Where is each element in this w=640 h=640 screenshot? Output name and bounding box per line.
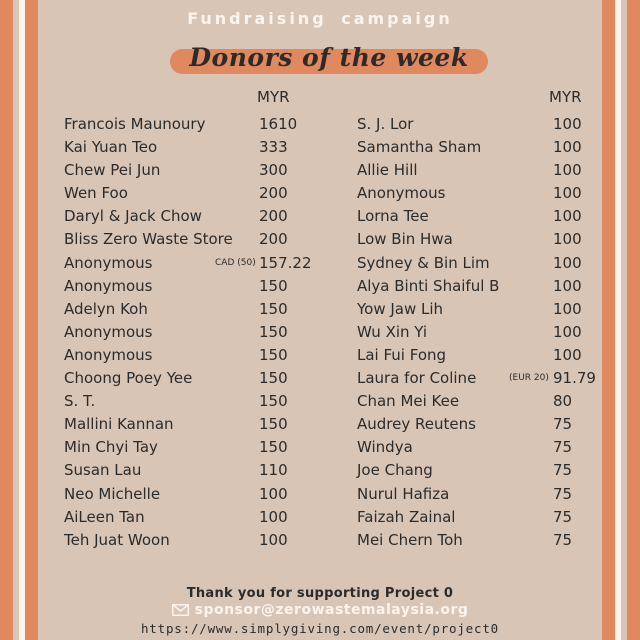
donation-amount: 157.22 bbox=[259, 253, 312, 272]
donor-name: Nurul Hafiza bbox=[357, 484, 450, 503]
donor-name: Choong Poey Yee bbox=[64, 369, 193, 388]
donor-name: Kai Yuan Teo bbox=[64, 138, 158, 157]
donor-name: Wu Xin Yi bbox=[357, 322, 428, 341]
donor-name: Laura for Coline bbox=[357, 369, 477, 388]
mail-icon bbox=[172, 604, 189, 620]
donation-amount: 100 bbox=[553, 115, 582, 133]
right-border-stripe bbox=[627, 0, 640, 640]
donation-amount: 100 bbox=[553, 161, 582, 180]
currency-note: (EUR 20) bbox=[509, 373, 549, 384]
donation-amount: 150 bbox=[259, 438, 288, 457]
donor-name: Windya bbox=[357, 438, 413, 457]
right-border-stripe-inner bbox=[602, 0, 615, 640]
donor-name: Low Bin Hwa bbox=[357, 230, 453, 249]
donor-name: Anonymous bbox=[64, 276, 153, 295]
donation-amount: 200 bbox=[259, 230, 288, 249]
donor-name: Samantha Sham bbox=[357, 138, 482, 157]
donation-amount: 300 bbox=[259, 161, 288, 180]
donor-name: Teh Juat Woon bbox=[64, 530, 170, 549]
donor-name: Anonymous bbox=[64, 322, 153, 341]
donation-amount: 200 bbox=[259, 184, 288, 203]
donor-name: Francois Maunoury bbox=[64, 115, 206, 133]
donor-name: Daryl & Jack Chow bbox=[64, 207, 202, 226]
donor-name: S. J. Lor bbox=[357, 115, 414, 133]
donation-amount: 150 bbox=[259, 322, 288, 341]
donation-amount: 100 bbox=[553, 253, 582, 272]
donor-name: Faizah Zainal bbox=[357, 507, 456, 526]
donor-name: Joe Chang bbox=[357, 461, 433, 480]
donor-name: Anonymous bbox=[64, 253, 153, 272]
donation-amount: 100 bbox=[553, 207, 582, 226]
email-line[interactable] bbox=[0, 602, 640, 620]
donation-amount: 333 bbox=[259, 138, 288, 157]
donor-name: Mallini Kannan bbox=[64, 415, 174, 434]
donor-name: Bliss Zero Waste Store bbox=[64, 230, 233, 249]
donation-amount: 100 bbox=[259, 507, 288, 526]
donation-amount: 150 bbox=[259, 369, 288, 388]
donor-name: Audrey Reutens bbox=[357, 415, 476, 434]
donation-amount: 75 bbox=[553, 484, 573, 503]
donor-name: Chan Mei Kee bbox=[357, 392, 460, 411]
sponsor-email-link[interactable]: sponsor@zerowastemalaysia.org bbox=[194, 602, 469, 618]
left-border-stripe-inner bbox=[25, 0, 38, 640]
donation-amount: 75 bbox=[553, 530, 573, 549]
donation-amount: 75 bbox=[553, 415, 573, 434]
donation-amount: 100 bbox=[553, 230, 582, 249]
donation-amount: 80 bbox=[553, 392, 573, 411]
donor-name: Alya Binti Shaiful B bbox=[357, 276, 500, 295]
thank-you-message: Thank you for supporting Project 0 bbox=[186, 586, 454, 601]
currency-note: CAD (50) bbox=[215, 257, 256, 268]
donation-url-link[interactable]: https://www.simplygiving.com/event/project0 bbox=[140, 621, 499, 636]
donation-amount: 100 bbox=[259, 530, 288, 549]
donor-name: Anonymous bbox=[357, 184, 446, 203]
donation-amount: 100 bbox=[553, 345, 582, 364]
donor-name: Lai Fui Fong bbox=[357, 345, 447, 364]
donation-amount: 100 bbox=[553, 276, 582, 295]
donation-amount: 200 bbox=[259, 207, 288, 226]
currency-label-left: MYR bbox=[257, 88, 290, 106]
donor-name: Min Chyi Tay bbox=[64, 438, 158, 457]
donation-amount: 91.79 bbox=[553, 369, 596, 388]
donation-amount: 100 bbox=[553, 322, 582, 341]
donation-amount: 100 bbox=[553, 299, 582, 318]
donation-amount: 150 bbox=[259, 392, 288, 411]
donor-name: Adelyn Koh bbox=[64, 299, 148, 318]
donation-amount: 75 bbox=[553, 461, 573, 480]
left-border-stripe bbox=[0, 0, 13, 640]
donor-name: Lorna Tee bbox=[357, 207, 429, 226]
donation-amount: 150 bbox=[259, 276, 288, 295]
donor-name: S. T. bbox=[64, 392, 96, 411]
donor-name: Anonymous bbox=[64, 345, 153, 364]
title-banner bbox=[170, 45, 488, 79]
donor-name: Neo Michelle bbox=[64, 484, 161, 503]
right-border-stripe-light bbox=[615, 0, 621, 640]
donor-name: Susan Lau bbox=[64, 461, 142, 480]
donation-amount: 75 bbox=[553, 507, 573, 526]
donation-amount: 100 bbox=[553, 138, 582, 157]
currency-label-right: MYR bbox=[549, 88, 582, 106]
donor-name: AiLeen Tan bbox=[64, 507, 145, 526]
donation-amount: 100 bbox=[259, 484, 288, 503]
donation-amount: 1610 bbox=[259, 115, 298, 133]
donation-amount: 150 bbox=[259, 415, 288, 434]
donor-name: Chew Pei Jun bbox=[64, 161, 161, 180]
donation-amount: 150 bbox=[259, 299, 288, 318]
donation-amount: 100 bbox=[553, 184, 582, 203]
donor-name: Allie Hill bbox=[357, 161, 418, 180]
donor-name: Yow Jaw Lih bbox=[357, 299, 444, 318]
donor-name: Mei Chern Toh bbox=[357, 530, 463, 549]
page-title: Donors of the week bbox=[189, 43, 469, 72]
campaign-heading: Fundraising campaign bbox=[187, 9, 453, 28]
donation-amount: 150 bbox=[259, 345, 288, 364]
donation-amount: 75 bbox=[553, 438, 573, 457]
donor-name: Sydney & Bin Lim bbox=[357, 253, 490, 272]
donation-amount: 110 bbox=[259, 461, 288, 480]
donor-name: Wen Foo bbox=[64, 184, 128, 203]
